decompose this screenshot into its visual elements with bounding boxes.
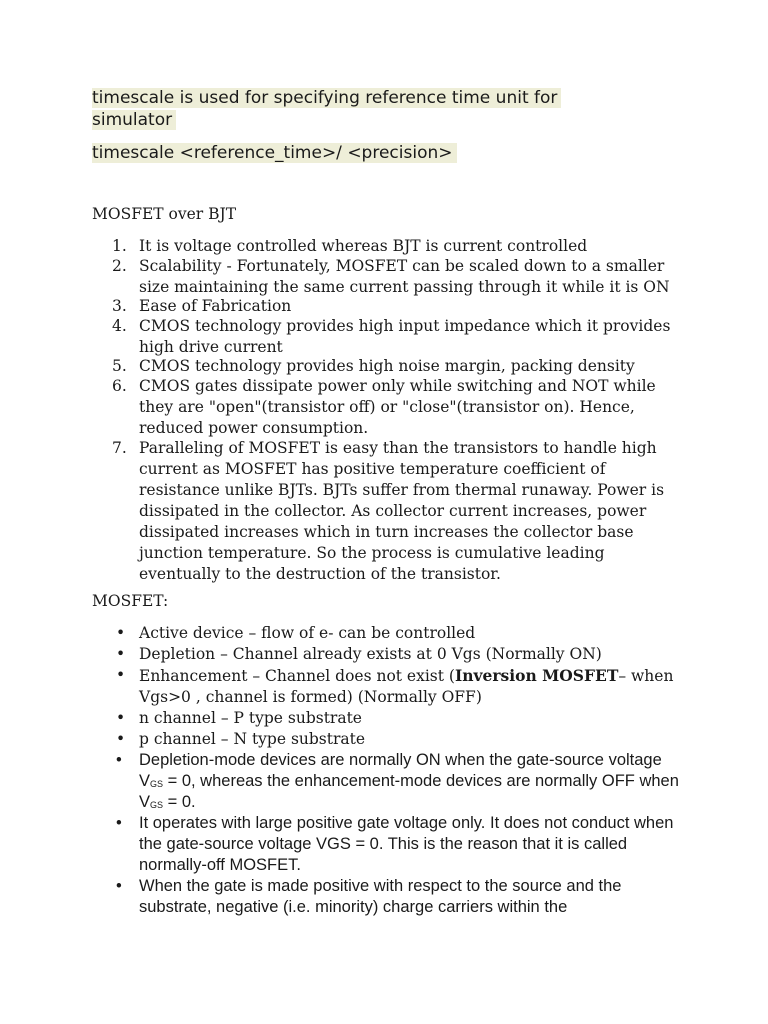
timescale-syntax-text: timescale <reference_time>/ <precision>	[92, 143, 457, 163]
mosfet-heading: MOSFET:	[92, 592, 169, 610]
list-item: • Active device – flow of e- can be controlled	[116, 624, 476, 642]
list-item: • Depletion-mode devices are normally ON when the gate-source voltage $V_{GS} = 0$, whereas the enhancement-mode devices are normally OFF when $V_{GS} = 0$.	[116, 751, 679, 811]
list-item: 7. Paralleling of MOSFET is easy than the transistors to handle high current as MOSFET has positive temperature coefficient of resistance unlike BJTs. BJTs suffer from thermal runaway. Power is dissipated in the collector. As collector current increases, power dissipated increases which in turn increases the collector base junction temperature. So the process is cumulative leading eventually to the destruction of the transistor.	[112, 439, 665, 583]
list-item: 6. CMOS gates dissipate power only while switching and NOT while they are "open"(transistor off) or "close"(transistor on). Hence, reduced power consumption.	[112, 377, 656, 437]
list-item: 5. CMOS technology provides high noise margin, packing density	[112, 357, 635, 375]
bullet-icon: •	[116, 666, 126, 684]
list-item: 4. CMOS technology provides high input impedance which it provides high drive current	[112, 317, 671, 356]
mosfet-bullet-list	[92, 623, 682, 918]
list-item: • Depletion – Channel already exists at 0 Vgs (Normally ON)	[116, 645, 602, 663]
list-item: 3. Ease of Fabrication	[112, 297, 292, 315]
list-item: • n channel – P type substrate	[116, 709, 362, 727]
mosfet-over-bjt-heading: MOSFET over BJT	[92, 205, 237, 223]
list-item: 1. It is voltage controlled whereas BJT is current controlled	[112, 237, 588, 255]
bullet-icon: •	[116, 645, 126, 663]
timescale-description-text: timescale is used for specifying reference time unit for simulator	[92, 88, 561, 130]
bullet-icon: •	[116, 814, 122, 832]
list-item: • When the gate is made positive with respect to the source and the substrate, negative (i.e. minority) charge carriers within the	[116, 877, 622, 916]
bullet-icon: •	[116, 751, 122, 769]
list-item: 2. Scalability - Fortunately, MOSFET can be scaled down to a smaller size maintaining the same current passing through it while it is ON	[112, 257, 670, 296]
bullet-icon: •	[116, 877, 122, 895]
mosfet-over-bjt-list	[92, 236, 682, 585]
timescale-syntax	[92, 142, 457, 164]
list-item: • Enhancement – Channel does not exist (Inversion MOSFET– when Vgs>0 , channel is formed) (Normally OFF)	[116, 666, 674, 706]
bullet-icon: •	[116, 624, 126, 642]
timescale-description	[92, 87, 612, 131]
list-item: • p channel – N type substrate	[116, 730, 366, 748]
bullet-icon: •	[116, 730, 126, 748]
bullet-icon: •	[116, 709, 126, 727]
list-item: • It operates with large positive gate voltage only. It does not conduct when the gate-source voltage VGS = 0. This is the reason that it is called normally-off MOSFET.	[116, 814, 674, 874]
